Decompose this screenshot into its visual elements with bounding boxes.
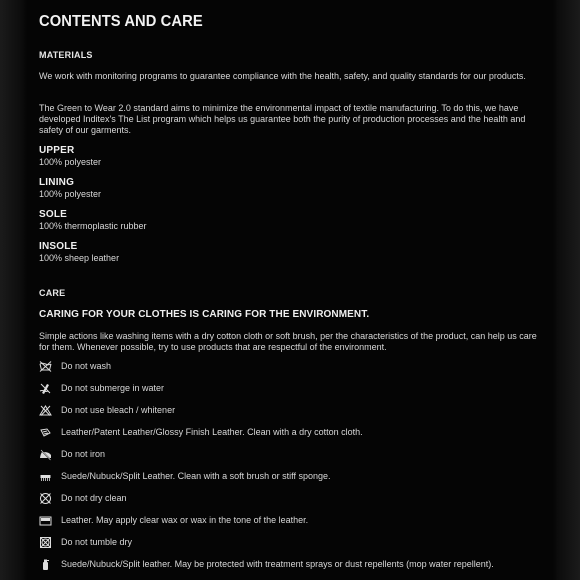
do-not-iron-icon	[39, 448, 52, 461]
care-paragraph: Simple actions like washing items with a dry cotton cloth or soft brush, per the characteristics of the product, can help us care for them. Whenever possible, try to use products that are respectful of the environment.	[39, 331, 537, 352]
care-text: Do not submerge in water	[61, 383, 165, 393]
dry-cloth-icon	[39, 426, 52, 439]
do-not-wash-icon	[39, 360, 52, 373]
material-value-sole: 100% thermoplastic rubber	[39, 221, 147, 231]
material-value-insole: 100% sheep leather	[39, 253, 120, 263]
material-label-insole: INSOLE	[39, 241, 78, 252]
do-not-bleach-icon	[39, 404, 52, 417]
material-label-sole: SOLE	[39, 209, 68, 220]
do-not-tumble-dry-icon	[39, 536, 52, 549]
care-text: Suede/Nubuck/Split Leather. Clean with a soft brush or stiff sponge.	[61, 471, 331, 481]
materials-heading: MATERIALS	[39, 50, 93, 60]
care-text: Do not dry clean	[61, 493, 127, 503]
care-item-dry-cloth	[39, 426, 544, 440]
spray-icon	[39, 558, 52, 571]
care-text: Do not use bleach / whitener	[61, 405, 176, 415]
care-heading: CARE	[39, 288, 66, 298]
material-value-upper: 100% polyester	[39, 157, 102, 167]
brush-icon	[39, 470, 52, 483]
care-text: Do not tumble dry	[61, 537, 133, 547]
care-item-do-not-submerge	[39, 382, 544, 396]
wax-icon	[39, 514, 52, 527]
care-item-do-not-bleach	[39, 404, 544, 418]
care-item-spray	[39, 558, 544, 572]
page-title: CONTENTS AND CARE	[39, 13, 203, 30]
materials-paragraph-2: The Green to Wear 2.0 standard aims to minimize the environmental impact of textile manufacturing. To do this, we have developed Inditex's The List program which helps us guarantee both the purity of production processes and the health and safety of our garments.	[39, 103, 526, 135]
material-label-lining: LINING	[39, 177, 75, 188]
care-text: Do not wash	[61, 361, 112, 371]
care-item-do-not-dry-clean	[39, 492, 544, 506]
care-text: Leather. May apply clear wax or wax in the tone of the leather.	[61, 515, 309, 525]
do-not-submerge-icon	[39, 382, 52, 395]
care-item-do-not-tumble-dry	[39, 536, 544, 550]
care-item-do-not-wash	[39, 360, 544, 374]
materials-paragraph-1: We work with monitoring programs to guarantee compliance with the health, safety, and quality standards for our products.	[39, 71, 526, 81]
care-text: Do not iron	[61, 449, 106, 459]
material-label-upper: UPPER	[39, 145, 75, 156]
care-text: Suede/Nubuck/Split leather. May be protected with treatment sprays or dust repellents (mop water repellent).	[61, 559, 494, 569]
care-text: Leather/Patent Leather/Glossy Finish Leather. Clean with a dry cotton cloth.	[61, 427, 363, 437]
care-item-wax	[39, 514, 544, 528]
do-not-dry-clean-icon	[39, 492, 52, 505]
care-title: CARING FOR YOUR CLOTHES IS CARING FOR THE ENVIRONMENT.	[39, 309, 370, 320]
care-item-do-not-iron	[39, 448, 544, 462]
material-value-lining: 100% polyester	[39, 189, 102, 199]
care-item-brush	[39, 470, 544, 484]
